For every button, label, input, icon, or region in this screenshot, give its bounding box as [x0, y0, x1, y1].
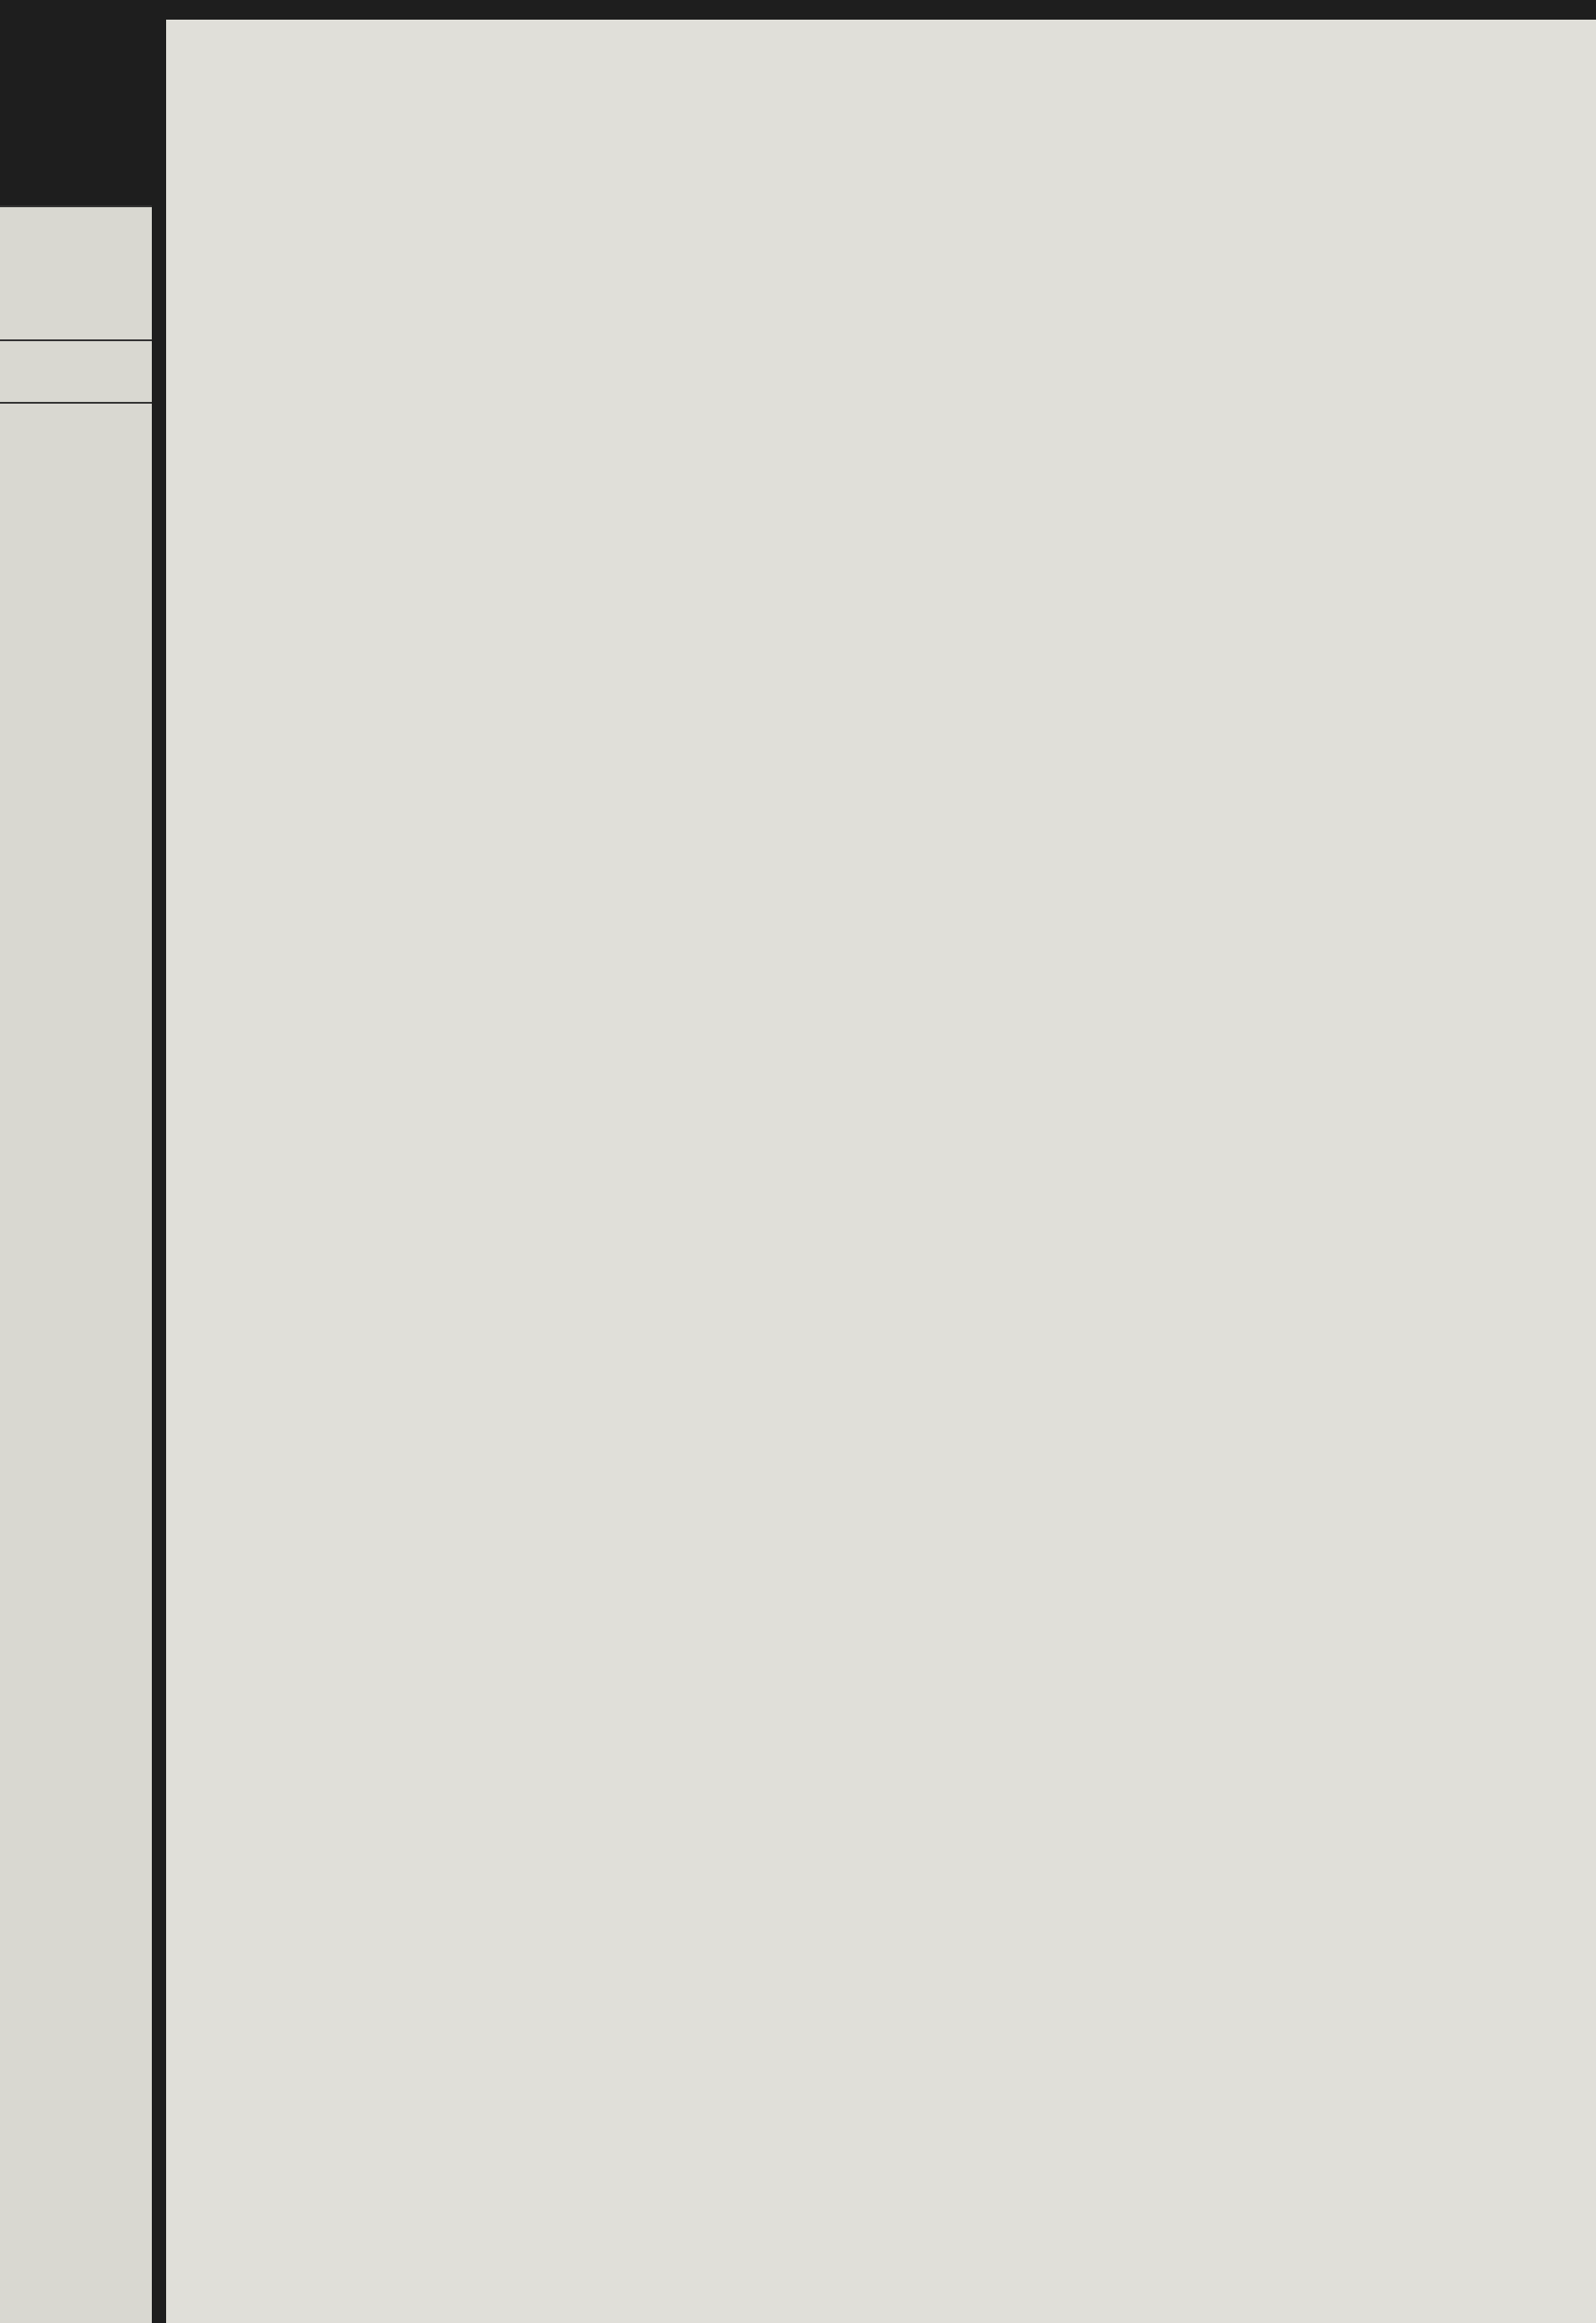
left-page-margin — [0, 205, 152, 2323]
footnotes — [479, 1770, 1550, 1790]
left-page-rule — [0, 339, 152, 341]
left-page-rule — [0, 205, 152, 207]
left-page-rule — [0, 402, 152, 404]
document-page — [166, 20, 1596, 2323]
